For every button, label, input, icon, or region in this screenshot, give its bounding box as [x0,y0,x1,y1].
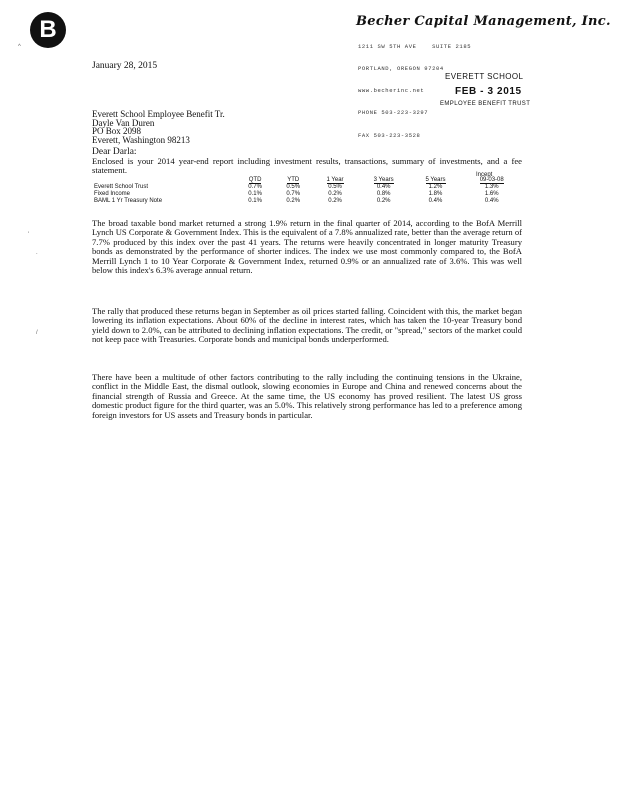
recipient-line: Dayle Van Duren [92,117,155,128]
letter-date: January 28, 2015 [92,61,158,71]
table-cell: 0.2% [328,198,342,204]
margin-mark: . [36,250,38,256]
stamp-received-date: FEB - 3 2015 [455,86,522,97]
paragraph-intro: Enclosed is your 2014 year-end report including investment results, transactions, summary of investments, and a fee statement. [92,156,522,176]
paragraph-rally: The rally that produced these returns began in September as oil prices started falling. Coincident with this, the market began lowering its inflation expectations. About 60% of the decline in interest rates, which has taken the 10-year Treasury bond yield down to 2.0%, can be attributed to declining inflation expectations. The credit, or "spread," sectors of the market could not keep pace with Treasuries. Corporate bonds and municipal bonds underperformed. [92,306,522,345]
stamp-org: EVERETT SCHOOL [445,72,524,81]
margin-mark: ^ [18,44,21,50]
row-name: BAML 1 Yr Treasury Note [94,198,163,204]
column-header: 09-03-08 [479,177,504,183]
column-header: 1 Year [326,177,344,183]
table-cell: 1.8% [428,191,443,197]
table-cell: 0.1% [248,191,262,197]
table-cell: 0.5% [328,184,342,190]
table-cell: 0.1% [248,198,262,204]
logo-letter: B [39,16,57,43]
performance-table [92,177,522,205]
address-line: PHONE 503-223-3297 [358,109,429,117]
column-header: QTD [248,177,262,183]
table-cell: 0.7% [248,184,262,190]
recipient-line: Everett, Washington 98213 [92,134,190,145]
table-row [92,184,522,191]
table-cell: 0.4% [484,198,499,204]
stamp-department: EMPLOYEE BENEFIT TRUST [440,101,531,107]
table-header-blank [92,177,236,184]
table-cell: 1.3% [484,184,499,190]
paragraph-market-returns: The broad taxable bond market returned a strong 1.9% return in the final quarter of 2014, according to the BofA Merrill Lynch US Corporate & Government Index. This is the equivalent of a 7.8% annualized rate, better than the average return of 7.7% produced by this index over the past 41 years. The returns were heavily concentrated in longer maturity Treasury bonds as demonstrated by the performance of shorter indices. The index we use most commonly compared to, the BofA Merrill Lynch 1 to 10 Year Corporate & Government Index, returned 0.9% or an annualized rate of 3.6%. This was well below this index's 6.3% average annual return. [92,218,522,276]
salutation: Dear Darla: [92,147,137,157]
table-cell: 0.4% [428,198,443,204]
paragraph-other-factors: There have been a multitude of other factors contributing to the rally including the continuing tensions in the Ukraine, conflict in the Middle East, the dismal outlook, slowing economies in Europe and China and renewed concerns about the financial strength of Russia and Greece. At the same time, the US economy has proved resilient. The latest US gross domestic product figure for the third quarter, was an 5.0%. This relatively strong performance has led to a preference among foreign investors for US assets and Treasury bonds in particular. [92,372,522,420]
table-row [92,191,522,198]
address-line: 1211 SW 5TH AVE SUITE 2185 [358,42,472,50]
recipient-address [92,110,225,144]
table-row [92,198,522,205]
column-header: 5 Years [425,177,446,183]
column-header: YTD [287,177,300,183]
recipient-line: PO Box 2098 [92,126,142,137]
table-cell: 0.2% [328,191,342,197]
column-header: 3 Years [373,177,394,183]
table-cell: 1.2% [428,184,443,190]
table-cell: 0.4% [376,184,391,190]
table-header-row [92,177,522,184]
row-name: Everett School Trust [94,184,149,190]
table-cell: 0.8% [376,191,391,197]
table-cell: 0.5% [286,184,301,190]
margin-mark: / [36,330,38,336]
inception-header-note: Incept [476,172,493,178]
row-name: Fixed Income [94,191,131,197]
table-cell: 0.2% [286,198,301,204]
table-cell: 1.6% [484,191,499,197]
table-cell: 0.2% [376,198,391,204]
company-logo [30,12,66,48]
address-line: PORTLAND, OREGON 97204 [358,65,444,73]
recipient-line: Everett School Employee Benefit Tr. [92,109,225,119]
table-cell: 0.7% [286,191,301,197]
company-name: Becher Capital Management, Inc. [356,14,611,29]
address-line: FAX 503-223-3528 [358,131,421,139]
margin-mark: ' [28,232,30,238]
address-line: www.becherinc.net [358,87,425,95]
